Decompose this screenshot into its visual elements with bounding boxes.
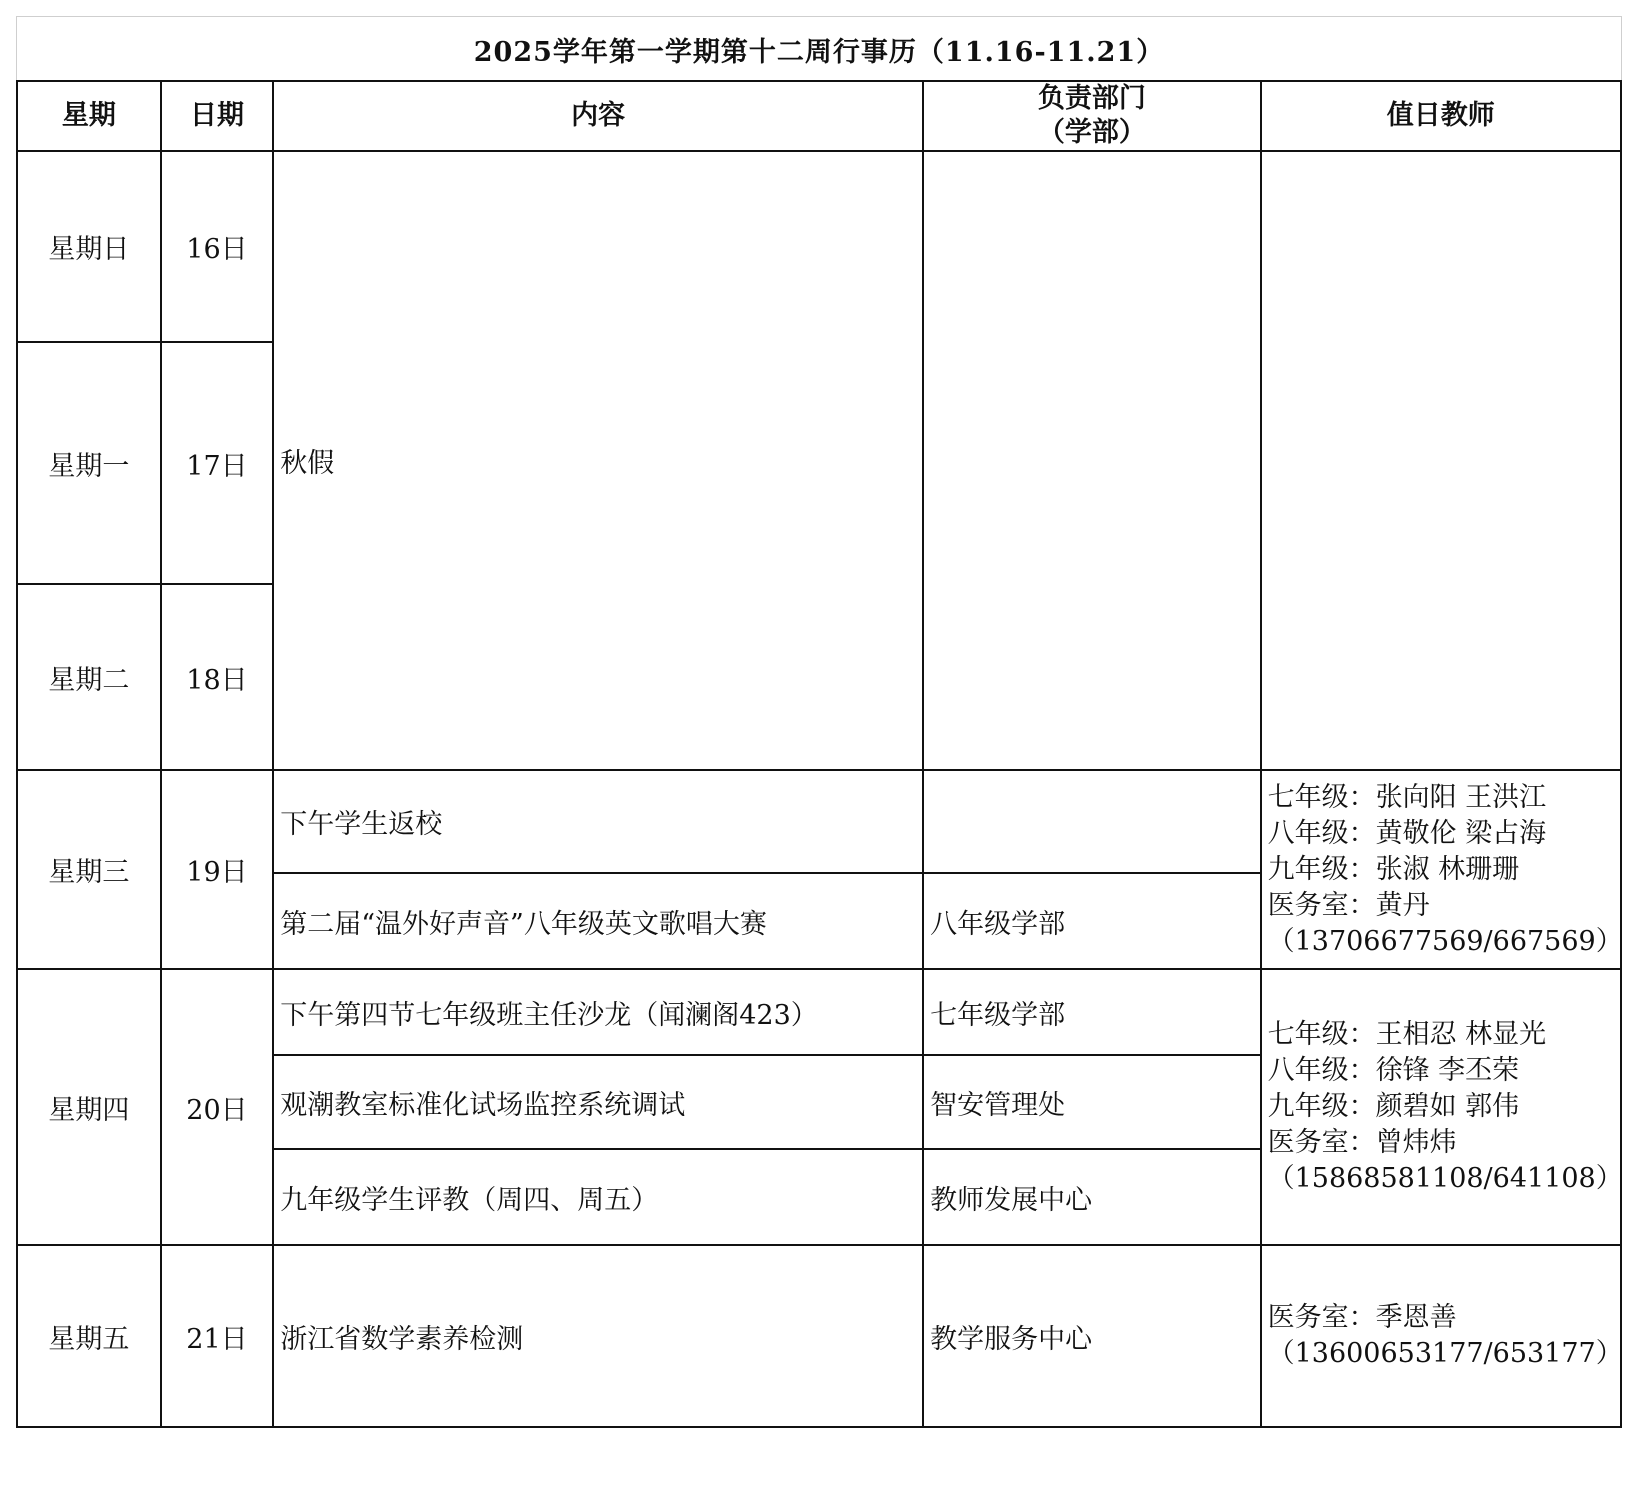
header-dept-line1: 负责部门 [1037, 83, 1146, 114]
event-dept-cell: 八年级学部 [923, 873, 1260, 969]
event-dept-cell [923, 770, 1260, 873]
duty-line: 医务室：黄丹 [1267, 889, 1430, 921]
event-content-cell: 下午第四节七年级班主任沙龙（闻澜阁423） [273, 969, 923, 1055]
weekday-cell: 星期四 [17, 969, 161, 1245]
event-content-cell: 九年级学生评教（周四、周五） [273, 1149, 923, 1245]
table-row [17, 969, 1621, 1055]
weekday-cell: 星期日 [17, 151, 161, 342]
date-cell: 18日 [161, 584, 273, 770]
duty-line: 七年级：王相忍 林显光 [1267, 1019, 1547, 1050]
date-cell: 17日 [161, 342, 273, 584]
header-duty: 值日教师 [1261, 81, 1621, 151]
weekday-cell: 星期三 [17, 770, 161, 969]
date-cell: 20日 [161, 969, 273, 1245]
duty-line: 医务室：曾炜炜 [1267, 1127, 1457, 1158]
event-dept-cell: 教学服务中心 [923, 1245, 1260, 1427]
weekly-calendar-table [16, 80, 1622, 1428]
duty-line: 医务室：季恩善 [1267, 1302, 1457, 1333]
date-cell: 16日 [161, 151, 273, 342]
event-dept-cell: 七年级学部 [923, 969, 1260, 1055]
date-cell: 21日 [161, 1245, 273, 1427]
header-date: 日期 [161, 81, 273, 151]
event-content-cell: 第二届“温外好声音”八年级英文歌唱大赛 [273, 873, 923, 969]
event-dept-cell: 教师发展中心 [923, 1149, 1260, 1245]
calendar-sheet [16, 16, 1622, 1486]
duty-line: 八年级：黄敬伦 梁占海 [1267, 817, 1547, 849]
event-content-cell: 下午学生返校 [273, 770, 923, 873]
table-row [17, 770, 1621, 873]
event-content-cell: 观潮教室标准化试场监控系统调试 [273, 1055, 923, 1149]
duty-teachers-cell [1261, 969, 1621, 1245]
weekday-cell: 星期一 [17, 342, 161, 584]
header-weekday: 星期 [17, 81, 161, 151]
holiday-content-cell: 秋假 [273, 151, 923, 770]
duty-teachers-cell [1261, 770, 1621, 969]
holiday-dept-cell [923, 151, 1260, 770]
holiday-duty-cell [1261, 151, 1621, 770]
event-content-cell: 浙江省数学素养检测 [273, 1245, 923, 1427]
header-dept-line2: （学部） [1037, 117, 1146, 148]
page-title: 2025学年第一学期第十二周行事历（11.16-11.21） [16, 16, 1622, 81]
table-row [17, 151, 1621, 342]
duty-line: （13600653177/653177） [1267, 1338, 1623, 1369]
event-dept-cell: 智安管理处 [923, 1055, 1260, 1149]
header-dept [923, 81, 1260, 151]
date-cell: 19日 [161, 770, 273, 969]
duty-line: 八年级：徐锋 李丕荣 [1267, 1055, 1520, 1086]
header-content: 内容 [273, 81, 923, 151]
duty-line: 七年级：张向阳 王洪江 [1267, 781, 1547, 813]
weekday-cell: 星期二 [17, 584, 161, 770]
weekday-cell: 星期五 [17, 1245, 161, 1427]
duty-line: 九年级：颜碧如 郭伟 [1267, 1091, 1520, 1122]
header-row [17, 81, 1621, 151]
table-row [17, 1245, 1621, 1427]
duty-line: 九年级：张淑 林珊珊 [1267, 853, 1520, 885]
duty-teachers-cell [1261, 1245, 1621, 1427]
duty-line: （13706677569/667569） [1267, 925, 1623, 957]
duty-line: （15868581108/641108） [1267, 1163, 1623, 1194]
